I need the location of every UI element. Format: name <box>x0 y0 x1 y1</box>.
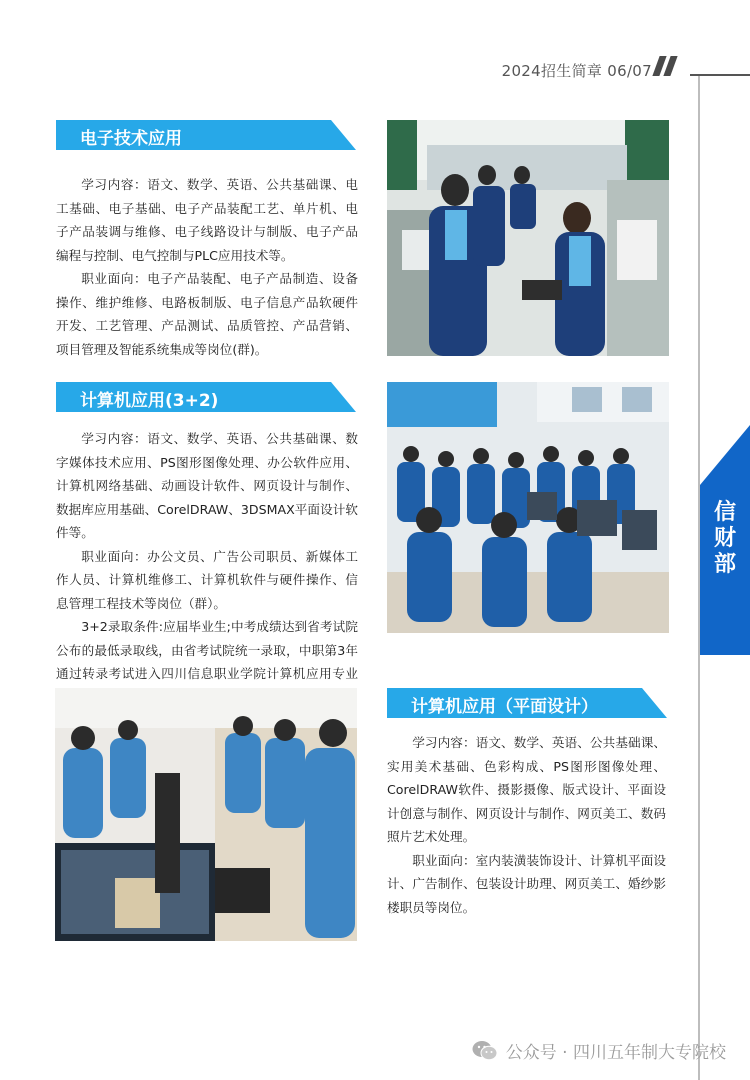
computer-lab-photo <box>387 382 669 633</box>
paragraph: 学习内容：语文、数学、英语、公共基础课、电工基础、电子基础、电子产品装配工艺、单片机、电子产品装调与维修、电子线路设计与制版、电子产品编程与控制、电气控制与PLC应用技术等。 <box>56 177 358 263</box>
section-body-electronics <box>56 173 358 361</box>
section-body-computer-graphic-design <box>387 731 666 919</box>
section-body-computer-3plus2 <box>56 427 358 709</box>
wechat-icon <box>472 1040 498 1062</box>
section-title-computer-graphic-design: 计算机应用（平面设计） <box>387 688 667 718</box>
electronics-lab-photo <box>387 120 669 356</box>
header-slash-decoration <box>654 56 680 78</box>
paragraph: 学习内容：语文、数学、英语、公共基础课、实用美术基础、色彩构成、PS图形图像处理、CorelDRAW软件、摄影摄像、版式设计、平面设计创意与制作、网页设计与制作、网页美工、数码照片艺术处理。 <box>387 735 666 844</box>
footer-text: 公众号 · 四川五年制大专院校 <box>505 1043 726 1063</box>
paragraph: 职业面向：室内装潢装饰设计、计算机平面设计、广告制作、包装设计助理、网页美工、婚纱影楼职员等岗位。 <box>387 852 666 915</box>
design-class-photo <box>55 688 357 941</box>
page-header: 2024招生简章 06/07 <box>501 62 652 80</box>
section-title-electronics: 电子技术应用 <box>56 120 356 150</box>
footer-watermark <box>472 1038 726 1063</box>
paragraph: 学习内容：语文、数学、英语、公共基础课、数字媒体技术应用、PS图形图像处理、办公软件应用、计算机网络基础、动画设计软件、网页设计与制作、数据库应用基础、CorelDRAW、3DSMAX平面设计软件等。 <box>56 431 358 540</box>
paragraph: 职业面向：办公文员、广告公司职员、新媒体工作人员、计算机维修工、计算机软件与硬件操作、信息管理工程技术等岗位（群）。 <box>56 548 358 611</box>
section-title-computer-3plus2: 计算机应用(3+2) <box>56 382 356 412</box>
paragraph: 3+2录取条件:应届毕业生;中考成绩达到省考试院公布的最低录取线，由省考试院统一录取，中职第3年通过转录考试进入四川信息职业学院计算机应用专业 <box>56 619 358 681</box>
paragraph: 职业面向：电子产品装配、电子产品制造、设备操作、维护维修、电路板制版、电子信息产品软硬件开发、工艺管理、产品测试、品质管控、产品营销、项目管理及智能系统集成等岗位(群)。 <box>56 271 358 357</box>
department-tab <box>700 425 750 655</box>
department-tab-label: 信财部 <box>713 500 736 577</box>
